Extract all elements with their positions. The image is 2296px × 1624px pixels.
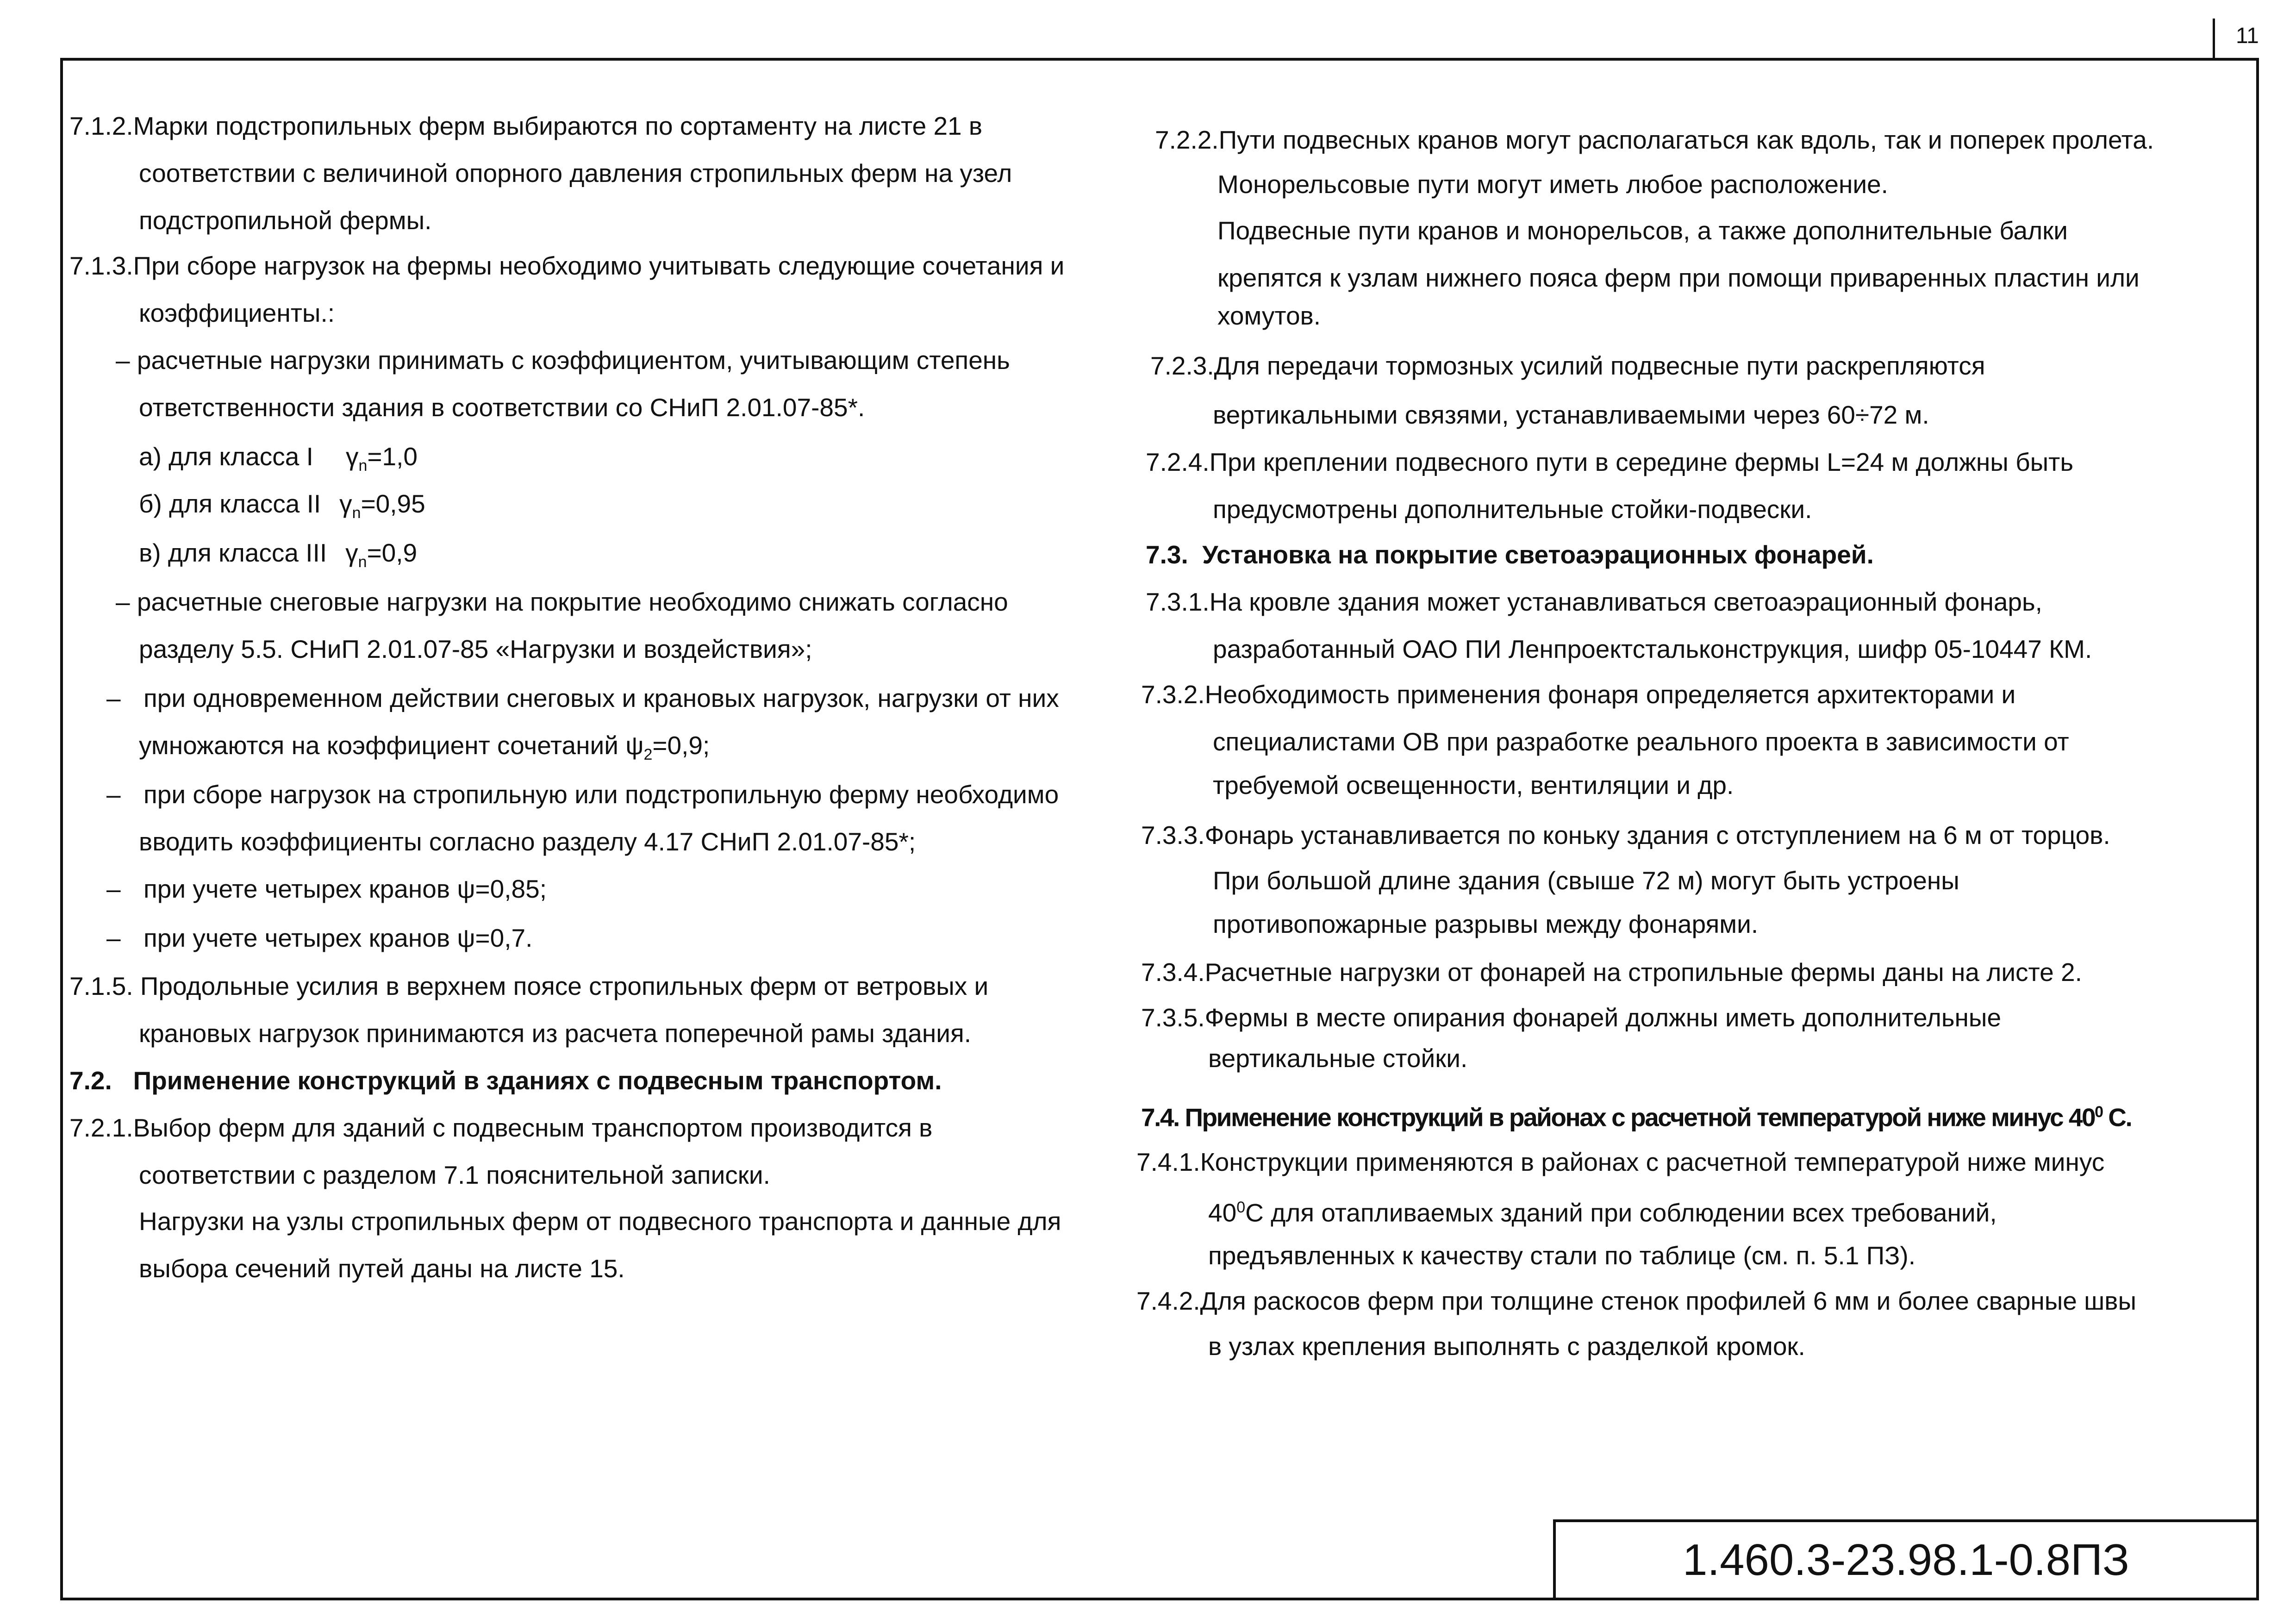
heading-7-4-text: 7.4. Применение конструкций в районах с расчетной температурой ниже минус 40	[1141, 1103, 2095, 1132]
class-b-label: б) для класса II	[139, 489, 321, 518]
psi-symbol: ψ	[625, 731, 644, 760]
p715-line2: крановых нагрузок принимаются из расчета поперечной рамы здания.	[139, 1019, 972, 1048]
p741-line3: предъявленных к качеству стали по таблице (см. п. 5.1 ПЗ).	[1208, 1241, 1915, 1270]
p722-line3: Подвесные пути кранов и монорельсов, а также дополнительные балки	[1217, 216, 2068, 245]
bullet2-line2: разделу 5.5. СНиП 2.01.07-85 «Нагрузки и воздействия»;	[139, 635, 812, 663]
p721-line1: 7.2.1.Выбор ферм для зданий с подвесным транспортом производится в	[69, 1113, 933, 1142]
dash-icon: –	[106, 924, 121, 952]
p735-line1: 7.3.5.Фермы в месте опирания фонарей должны иметь дополнительные	[1141, 1003, 2002, 1032]
p741-line1: 7.4.1.Конструкции применяются в районах с расчетной температурой ниже минус	[1136, 1148, 2105, 1176]
class-c-row	[139, 538, 417, 577]
bullet2-line1: – расчетные снеговые нагрузки на покрытие необходимо снижать согласно	[116, 587, 1008, 616]
p733-line3: противопожарные разрывы между фонарями.	[1213, 910, 1759, 938]
dash-icon: –	[106, 780, 121, 809]
heading-7-4-unit: С.	[2102, 1103, 2132, 1132]
p723-line2: вертикальными связями, устанавливаемыми через 60÷72 м.	[1213, 400, 1929, 429]
bullet3-value: =0,9;	[652, 731, 710, 760]
psi-symbol: ψ	[457, 874, 475, 903]
bullet6-text: при учете четырех кранов	[144, 924, 457, 952]
bullet5	[144, 874, 547, 904]
class-c-value: =0,9	[367, 538, 418, 567]
gamma-subscript: n	[358, 457, 368, 475]
p712-line3: подстропильной фермы.	[139, 206, 432, 235]
p734-line1: 7.3.4.Расчетные нагрузки от фонарей на стропильные фермы даны на листе 2.	[1141, 958, 2082, 987]
gamma-symbol: γ	[345, 442, 359, 471]
heading-7-3: 7.3. Установка на покрытие светоаэрационных фонарей.	[1146, 540, 1874, 569]
bullet3-line2	[139, 731, 710, 769]
degree-superscript: 0	[2095, 1103, 2103, 1121]
p741-line2	[1208, 1193, 1997, 1227]
class-a-row	[139, 442, 418, 481]
bullet5-value: =0,85;	[475, 874, 547, 903]
bullet3-line1: при одновременном действии снеговых и крановых нагрузок, нагрузки от них	[144, 684, 1059, 712]
bullet6-value: =0,7.	[475, 924, 533, 952]
dash-icon: –	[106, 874, 121, 903]
p724-line1: 7.2.4.При креплении подвесного пути в середине фермы L=24 м должны быть	[1146, 448, 2073, 476]
bullet1-line1: – расчетные нагрузки принимать с коэффициентом, учитывающим степень	[116, 346, 1010, 375]
psi-subscript: 2	[643, 746, 653, 763]
dash-icon: –	[106, 684, 121, 712]
bullet6	[144, 923, 532, 953]
p733-line1: 7.3.3.Фонарь устанавливается по коньку здания с отступлением на 6 м от торцов.	[1141, 821, 2110, 849]
p732-line1: 7.3.2.Необходимость применения фонаря определяется архитекторами и	[1141, 680, 2016, 709]
page-number: 11	[2236, 24, 2259, 48]
p713-line2: коэффициенты.:	[139, 299, 335, 327]
psi-symbol: ψ	[457, 924, 475, 952]
p722-line5: хомутов.	[1217, 301, 1321, 330]
bullet4-line2: вводить коэффициенты согласно разделу 4.17 СНиП 2.01.07-85*;	[139, 827, 916, 856]
p721-line4: выбора сечений путей даны на листе 15.	[139, 1254, 625, 1283]
p721-line2: соответствии с разделом 7.1 пояснительной записки.	[139, 1161, 770, 1189]
bullet5-text: при учете четырех кранов	[144, 874, 457, 903]
gamma-subscript: n	[358, 553, 367, 571]
p722-line2: Монорельсовые пути могут иметь любое расположение.	[1217, 170, 1888, 199]
heading-7-4	[1141, 1097, 2131, 1132]
class-a-value: =1,0	[367, 442, 418, 471]
heading-7-2: 7.2. Применение конструкций в зданиях с подвесным транспортом.	[69, 1066, 942, 1095]
p721-line3: Нагрузки на узлы стропильных ферм от подвесного транспорта и данные для	[139, 1207, 1061, 1236]
p742-line2: в узлах крепления выполнять с разделкой кромок.	[1208, 1332, 1805, 1361]
class-c-label: в) для класса III	[139, 538, 327, 567]
document-code: 1.460.3-23.98.1-0.8ПЗ	[1683, 1535, 2129, 1585]
gamma-symbol: γ	[339, 489, 352, 518]
p722-line4: крепятся к узлам нижнего пояса ферм при помощи приваренных пластин или	[1217, 263, 2140, 292]
gamma-symbol: γ	[345, 538, 358, 567]
p722-line1: 7.2.2.Пути подвесных кранов могут располагаться как вдоль, так и поперек пролета.	[1155, 125, 2154, 154]
bullet1-line2: ответственности здания в соответствии со СНиП 2.01.07-85*.	[139, 393, 865, 422]
p731-line2: разработанный ОАО ПИ Ленпроектстальконструкция, шифр 05-10447 КМ.	[1213, 635, 2092, 663]
p732-line3: требуемой освещенности, вентиляции и др.	[1213, 771, 1734, 800]
bullet4-line1: при сборе нагрузок на стропильную или подстропильную ферму необходимо	[144, 780, 1059, 809]
class-b-value: =0,95	[361, 489, 425, 518]
p723-line1: 7.2.3.Для передачи тормозных усилий подвесные пути раскрепляются	[1150, 351, 1985, 380]
p731-line1: 7.3.1.На кровле здания может устанавливаться светоаэрационный фонарь,	[1146, 587, 2042, 616]
p713-line1: 7.1.3.При сборе нагрузок на фермы необходимо учитывать следующие сочетания и	[69, 251, 1065, 280]
bullet3-text: умножаются на коэффициент сочетаний	[139, 731, 626, 760]
degree-superscript: 0	[1236, 1199, 1246, 1216]
p712-line1: 7.1.2.Марки подстропильных ферм выбираются по сортаменту на листе 21 в	[69, 112, 983, 140]
class-a-label: а) для класса I	[139, 442, 313, 471]
p732-line2: специалистами ОВ при разработке реального проекта в зависимости от	[1213, 727, 2069, 756]
p735-line2: вертикальные стойки.	[1208, 1044, 1468, 1073]
gamma-subscript: n	[352, 504, 361, 522]
class-b-row	[139, 489, 425, 528]
p741-temp: 40	[1208, 1198, 1237, 1227]
p715-line1: 7.1.5. Продольные усилия в верхнем поясе стропильных ферм от ветровых и	[69, 972, 989, 1000]
p742-line1: 7.4.2.Для раскосов ферм при толщине стенок профилей 6 мм и более сварные швы	[1136, 1287, 2137, 1315]
p724-line2: предусмотрены дополнительные стойки-подвески.	[1213, 495, 1812, 524]
p712-line2: соответствии с величиной опорного давления стропильных ферм на узел	[139, 159, 1012, 187]
p733-line2: При большой длине здания (свыше 72 м) могут быть устроены	[1213, 866, 1959, 895]
p741-text: С для отапливаемых зданий при соблюдении всех требований,	[1245, 1198, 1997, 1227]
